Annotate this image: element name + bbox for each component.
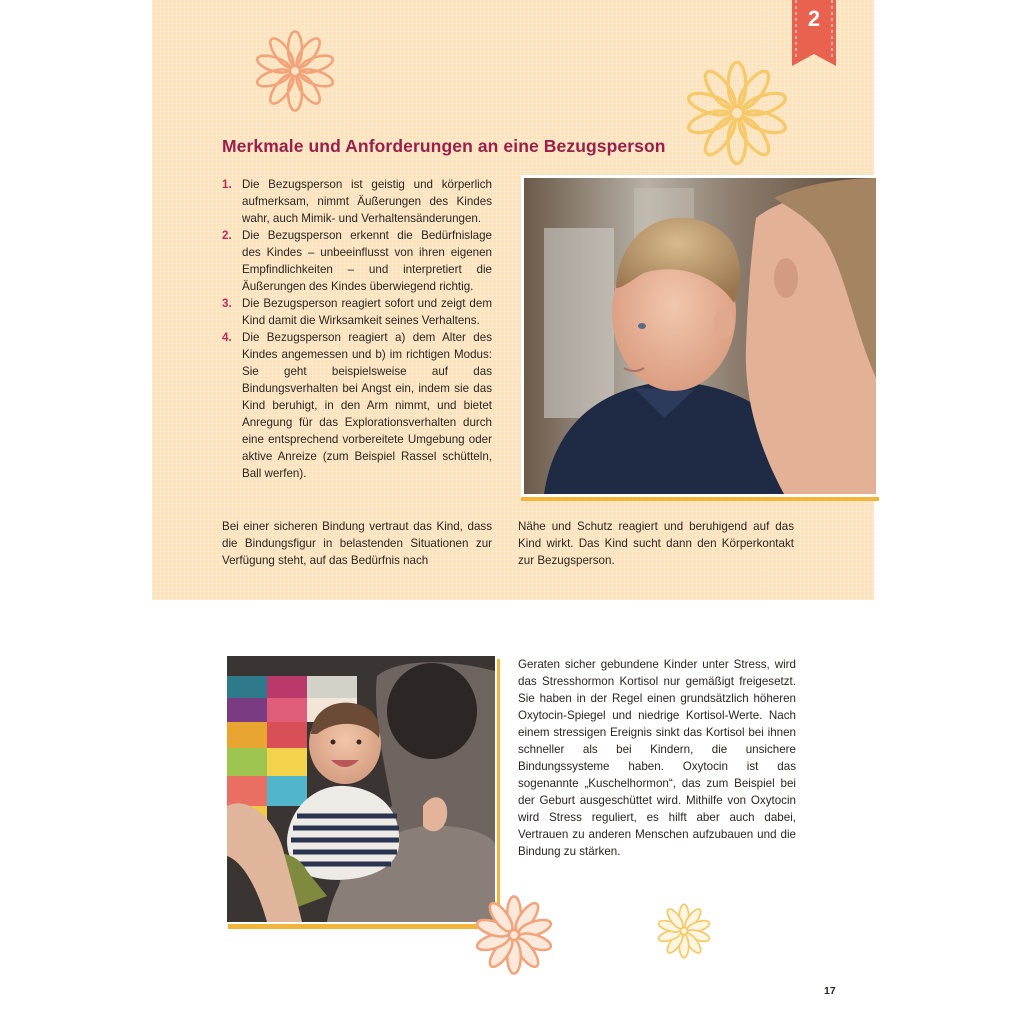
paragraph-secure-attachment-continued: Nähe und Schutz reagiert und beruhigend auf das Kind wirkt. Das Kind sucht dann den Körperkontakt zur Bezugsperson. xyxy=(518,520,794,567)
photo-laughing-baby xyxy=(225,654,497,924)
list-number: 1. xyxy=(222,178,232,191)
flower-icon xyxy=(655,902,713,960)
section-heading: Merkmale und Anforderungen an eine Bezugsperson xyxy=(222,136,666,156)
list-item-text: Die Bezugsperson ist geistig und körperlich aufmerksam, nimmt Äußerungen des Kindes wahr, auch Mimik- und Verhaltensänderungen. xyxy=(242,178,492,225)
flower-icon xyxy=(682,58,792,168)
list-item xyxy=(222,295,492,329)
book-page xyxy=(152,0,874,1024)
list-item-text: Die Bezugsperson reagiert sofort und zeigt dem Kind damit die Wirksamkeit seines Verhaltens. xyxy=(242,297,492,327)
list-number: 3. xyxy=(222,297,232,310)
paragraph-stress-oxytocin: Geraten sicher gebundene Kinder unter Stress, wird das Stresshormon Kortisol nur gemäßigt freigesetzt. Sie haben in der Regel einen grundsätzlich höheren Oxytocin-Spiegel und niedrige Kortisol-Werte. Nach einem stressigen Ereignis sinkt das Kortisol bei ihnen schneller als bei Kindern, die unsichere Bindungssysteme haben. Oxytocin ist das sogenannte „Kuschelhormon“, das zum Beispiel bei der Geburt ausgeschüttet wird. Mithilfe von Oxytocin wird Stress reguliert, es hilft aber auch dabei, Vertrauen zu anderen Menschen aufzubauen und die Bindung zu stärken. xyxy=(518,658,796,858)
list-item xyxy=(222,176,492,227)
list-number: 4. xyxy=(222,331,232,344)
paragraph-secure-attachment: Bei einer sicheren Bindung vertraut das Kind, dass die Bindungsfigur in belastenden Situationen zur Verfügung steht, auf das Bedürfnis nach xyxy=(222,520,492,567)
flower-icon xyxy=(472,893,556,977)
list-item xyxy=(222,227,492,295)
photo-toddler-with-parent xyxy=(521,175,879,497)
list-item-text: Die Bezugsperson reagiert a) dem Alter des Kindes angemessen und b) im richtigen Modus: Sie geht beispielsweise auf das Bindungsverhalten bei Angst ein, indem sie das Kind beruhigt, in den Arm nimmt, und bietet Anregung für das Explorationsverhalten durch eine entsprechend vorbereitete Umgebung oder aktive Anreize (zum Beispiel Rassel schütteln, Ball werfen). xyxy=(242,331,492,480)
list-item-text: Die Bezugsperson erkennt die Bedürfnislage des Kindes – unbeeinflusst von ihren eigenen Empfindlichkeiten – und interpretiert die Äußerungen des Kindes überwiegend richtig. xyxy=(242,229,492,293)
requirements-list xyxy=(222,176,492,482)
chapter-number: 2 xyxy=(807,6,821,31)
list-number: 2. xyxy=(222,229,232,242)
flower-icon xyxy=(252,28,338,114)
list-item xyxy=(222,329,492,482)
page-number: 17 xyxy=(824,985,836,997)
